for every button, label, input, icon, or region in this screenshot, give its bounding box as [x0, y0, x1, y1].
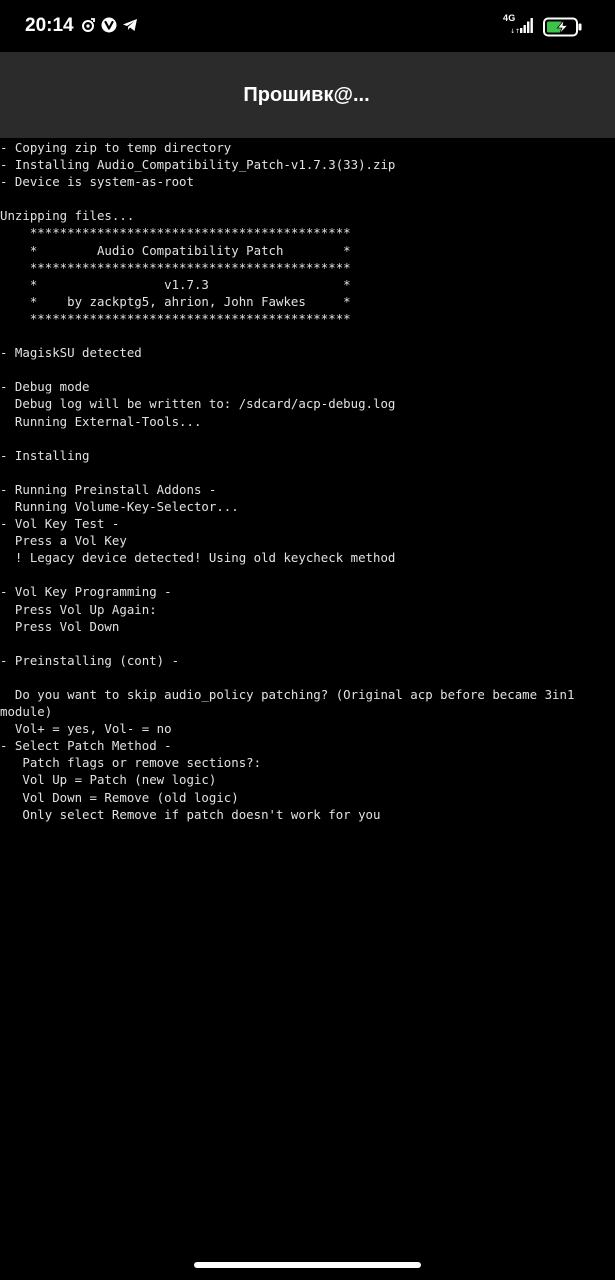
- log-line: - Installing Audio_Compatibility_Patch-v1.7.3(33).zip: [0, 157, 396, 173]
- signal-strength-icon: [510, 16, 534, 34]
- app-bar: [0, 52, 615, 138]
- log-line: * by zackptg5, ahrion, John Fawkes *: [0, 293, 351, 309]
- log-line: - Preinstalling (cont) -: [0, 652, 180, 668]
- log-line: Running External-Tools...: [0, 413, 202, 429]
- log-line: [0, 361, 615, 378]
- log-line: module): [0, 704, 53, 720]
- log-line: [0, 190, 615, 207]
- log-line: ! Legacy device detected! Using old keycheck method: [0, 550, 396, 566]
- log-line: Patch flags or remove sections?:: [0, 755, 262, 771]
- log-line: - MagiskSU detected: [0, 345, 142, 361]
- log-line: Vol Down = Remove (old logic): [0, 789, 239, 805]
- page-title: Прошивк@...: [243, 83, 370, 106]
- notification-app-icon: [80, 17, 96, 33]
- telegram-icon: [122, 17, 138, 33]
- log-line: [0, 566, 615, 583]
- svg-text:↓↑: ↓↑: [510, 28, 521, 34]
- install-log-console: [0, 139, 615, 823]
- log-line: Press Vol Up Again:: [0, 601, 157, 617]
- log-line: Only select Remove if patch doesn't work for you: [0, 806, 381, 822]
- log-line: - Vol Key Programming -: [0, 584, 172, 600]
- status-app-icons: [80, 17, 138, 33]
- home-indicator[interactable]: [194, 1262, 421, 1268]
- network-type: 4G: [503, 13, 516, 23]
- log-line: - Installing: [0, 447, 90, 463]
- log-line: *******************************************: [0, 225, 351, 241]
- log-line: Unzipping files...: [0, 208, 135, 224]
- status-time: 20:14: [25, 15, 74, 36]
- log-line: - Vol Key Test -: [0, 516, 120, 532]
- log-line: * v1.7.3 *: [0, 276, 351, 292]
- log-line: Debug log will be written to: /sdcard/acp-debug.log: [0, 396, 396, 412]
- log-line: Running Volume-Key-Selector...: [0, 498, 239, 514]
- log-line: Press a Vol Key: [0, 533, 127, 549]
- log-line: Vol Up = Patch (new logic): [0, 772, 217, 788]
- log-line: * Audio Compatibility Patch *: [0, 242, 351, 258]
- vivaldi-icon: [101, 17, 117, 33]
- log-line: [0, 464, 615, 481]
- log-line: - Select Patch Method -: [0, 738, 172, 754]
- log-line: Do you want to skip audio_policy patching? (Original acp before became 3in1: [0, 687, 575, 702]
- log-line: *******************************************: [0, 310, 351, 326]
- log-line: *******************************************: [0, 259, 351, 275]
- log-line: - Debug mode: [0, 379, 90, 395]
- log-line: [0, 430, 615, 447]
- battery-charging-icon: [543, 17, 583, 37]
- log-line: Press Vol Down: [0, 618, 120, 634]
- status-bar: [0, 0, 615, 52]
- log-line: [0, 635, 615, 652]
- log-line: - Copying zip to temp directory: [0, 140, 232, 155]
- log-line: - Running Preinstall Addons -: [0, 481, 217, 497]
- log-line: Vol+ = yes, Vol- = no: [0, 721, 172, 737]
- log-line: [0, 327, 615, 344]
- log-line: - Device is system-as-root: [0, 174, 194, 190]
- log-line: [0, 669, 615, 686]
